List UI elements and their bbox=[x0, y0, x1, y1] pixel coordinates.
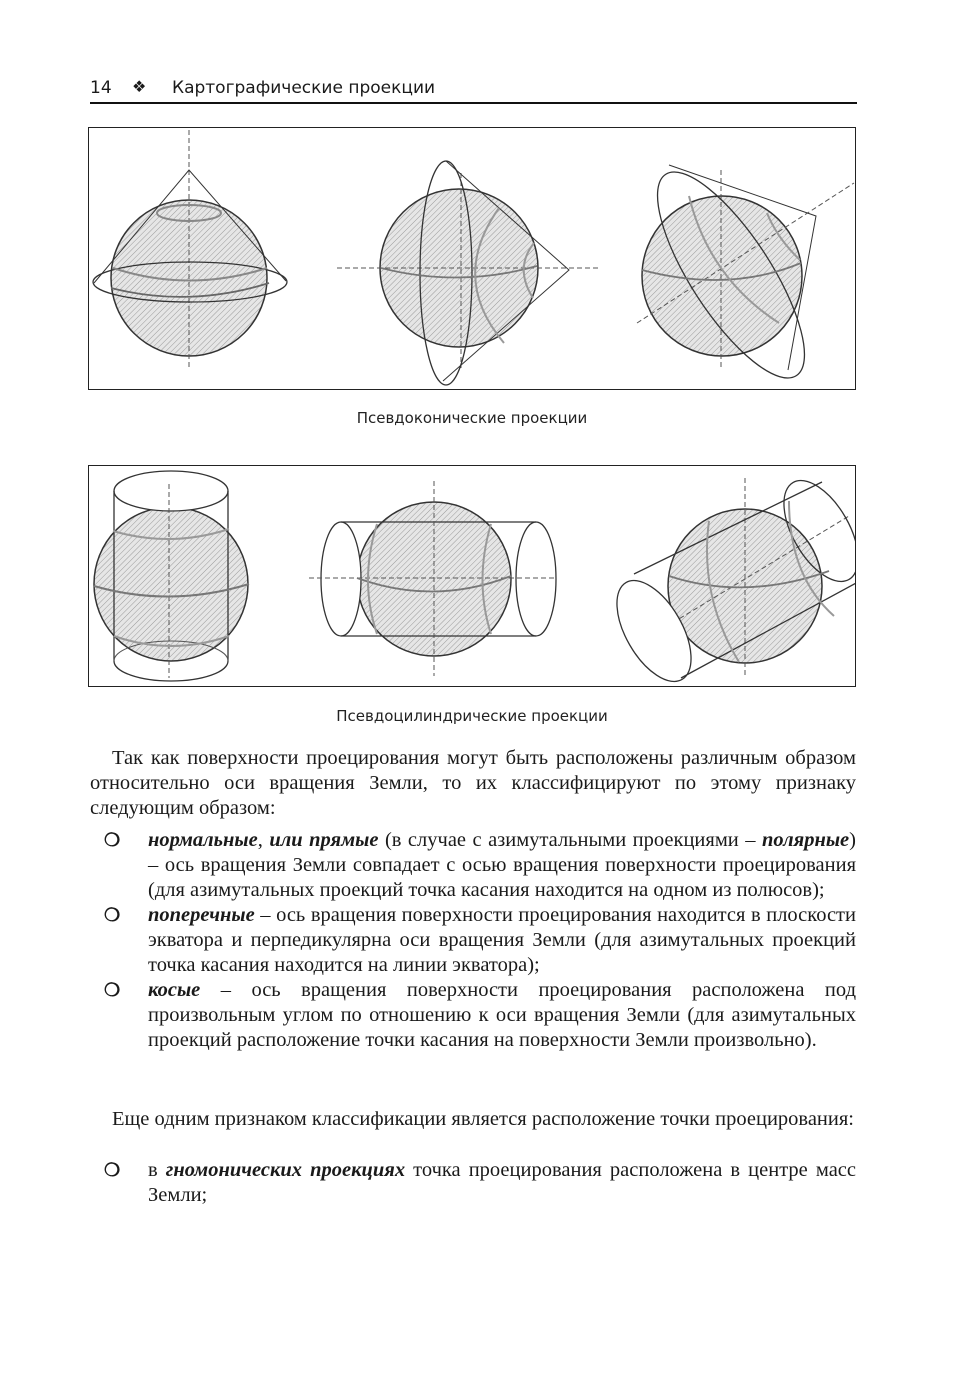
paragraph-classification-intro bbox=[90, 746, 856, 821]
oblique-cone-diagram bbox=[632, 153, 854, 389]
classification-list bbox=[90, 828, 856, 1053]
bullet-circle-icon: ❍ bbox=[104, 830, 121, 850]
figure-caption-pseudocylindrical: Псевдоцилиндрические проекции bbox=[336, 707, 608, 725]
bullet-circle-icon: ❍ bbox=[104, 1160, 121, 1180]
normal-cylinder-diagram bbox=[94, 471, 249, 681]
ornament-icon: ❖ bbox=[132, 77, 147, 96]
figure-pseudoconic bbox=[88, 127, 856, 390]
transverse-cylinder-diagram bbox=[309, 481, 556, 676]
term-oblique: косые bbox=[148, 979, 201, 1001]
term-transverse: поперечные bbox=[148, 904, 255, 926]
running-title: Картографические проекции bbox=[172, 78, 436, 98]
running-header bbox=[90, 76, 857, 104]
normal-cone-diagram bbox=[93, 130, 287, 368]
list-item-transverse: ❍ поперечные – ось вращения поверхности проецирования находится в плоскости экватора и перпедикулярна оси вращения Земли (для азимутальных проекций точка касания находится на линии экватора); bbox=[104, 904, 856, 976]
bullet-circle-icon: ❍ bbox=[104, 980, 121, 1000]
transverse-cone-diagram bbox=[337, 161, 601, 385]
page-number: 14 bbox=[90, 78, 112, 98]
oblique-cylinder-diagram bbox=[602, 469, 855, 686]
term-direct: или прямые bbox=[269, 829, 379, 851]
term-polar: полярные bbox=[761, 829, 850, 851]
bullet-circle-icon: ❍ bbox=[104, 905, 121, 925]
figure-caption-pseudoconic: Псевдоконические проекции bbox=[356, 409, 588, 427]
term-normal: нормальные bbox=[148, 829, 258, 851]
list-item-oblique: ❍ косые – ось вращения поверхности проецирования расположена под произвольным углом по отношению к оси вращения Земли (для азимутальных проекций расположение точки касания на поверхности Земли произвольно). bbox=[104, 979, 856, 1051]
projection-point-list bbox=[90, 1158, 856, 1208]
paragraph-text: Еще одним признаком классификации является расположение точки проецирования: bbox=[112, 1108, 854, 1130]
list-item-gnomonic: ❍ в гномонических проекциях точка проецирования расположена в центре масс Земли; bbox=[104, 1159, 856, 1206]
list-item-normal: ❍ нормальные, или прямые (в случае с азимутальными проекциями – полярные) – ось вращения Земли совпадает с осью вращения поверхности проецирования (для азимутальных проекций точка касания находится на одном из полюсов); bbox=[104, 829, 856, 901]
figure-pseudocylindrical bbox=[88, 465, 856, 687]
term-gnomonic: гномонических проекциях bbox=[165, 1159, 406, 1181]
paragraph-projection-point bbox=[90, 1107, 856, 1132]
paragraph-text: Так как поверхности проецирования могут быть расположены различным образом относительно оси вращения Земли, то их классифицируют по этому признаку следующим образом: bbox=[90, 747, 856, 819]
